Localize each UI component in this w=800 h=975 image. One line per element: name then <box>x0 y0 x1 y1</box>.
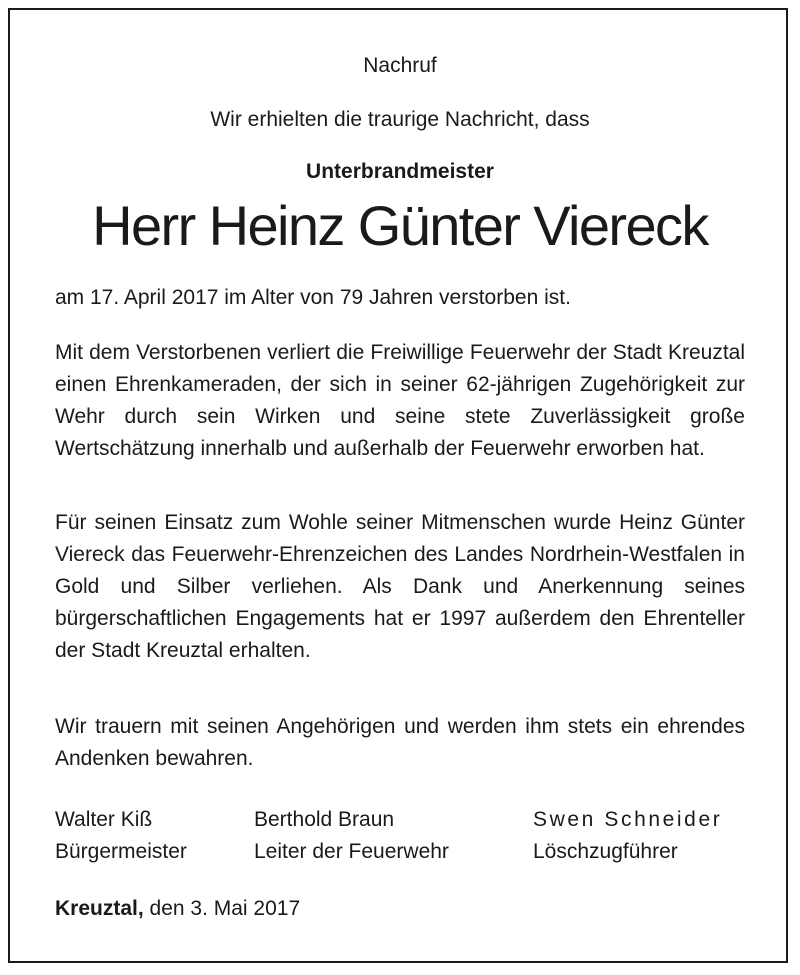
rank-title: Unterbrandmeister <box>306 160 494 183</box>
notice-heading: Nachruf <box>363 54 437 77</box>
place-date-line <box>55 897 300 921</box>
intro-line: Wir erhielten die traurige Nachricht, dass <box>210 108 590 131</box>
signatory-name: Berthold Braun <box>254 808 395 831</box>
place-name: Kreuztal, <box>55 897 144 920</box>
paragraph-honours: Für seinen Einsatz zum Wohle seiner Mitmenschen wurde Heinz Günter Viereck das Feuerwehr-Ehrenzeichen des Landes Nordrhein-Westfalen in Gold und Silber verliehen. Als Dank und Anerkennung seines bürgerschaftlichen Engagements hat er 1997 außerdem den Ehrenteller der Stadt Kreuztal erhalten. <box>55 511 745 662</box>
signatory-title: Leiter der Feuerwehr <box>254 840 449 863</box>
deceased-name: Herr Heinz Günter Viereck <box>92 194 708 257</box>
signatory-platoon-leader <box>533 804 722 868</box>
signatory-title: Bürgermeister <box>55 840 187 863</box>
paragraph-death-date: am 17. April 2017 im Alter von 79 Jahren verstorben ist. <box>55 286 571 309</box>
paragraph-service: Mit dem Verstorbenen verliert die Freiwillige Feuerwehr der Stadt Kreuztal einen Ehrenkameraden, der sich in seiner 62-jährigen Zugehörigkeit zur Wehr durch sein Wirken und seine stete Zuverlässigkeit große Wertschätzung innerhalb und außerhalb der Feuerwehr erworben hat. <box>55 341 745 460</box>
paragraph-mourning: Wir trauern mit seinen Angehörigen und werden ihm stets ein ehrendes Andenken bewahren. <box>55 715 745 770</box>
signatory-fire-chief <box>254 804 449 868</box>
signatory-name: Swen Schneider <box>533 808 723 831</box>
signatory-name: Walter Kiß <box>55 808 153 831</box>
notice-date: den 3. Mai 2017 <box>149 897 301 920</box>
signatory-title: Löschzugführer <box>533 840 678 863</box>
signatory-mayor <box>55 804 187 868</box>
